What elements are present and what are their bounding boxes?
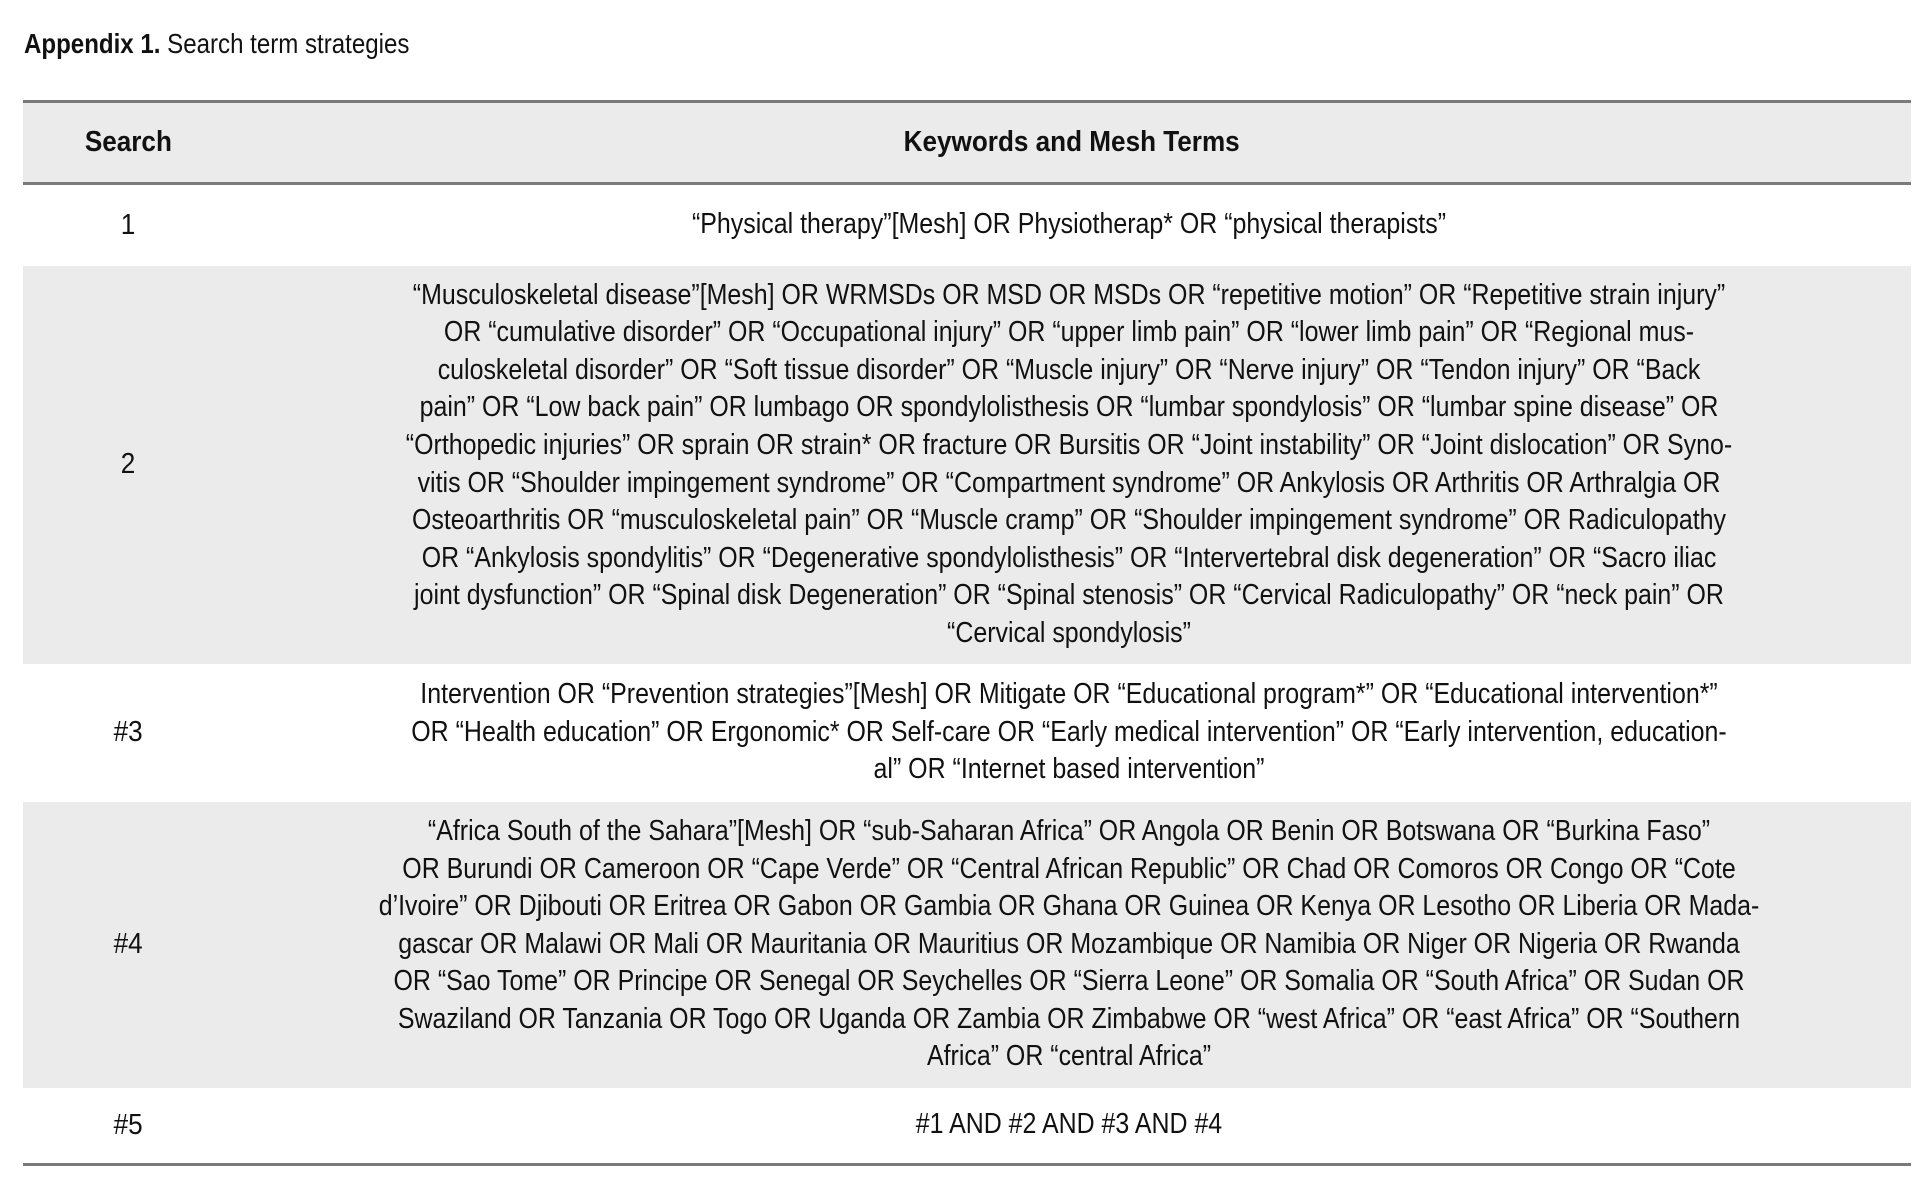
search-terms-line: d’Ivoire” OR Djibouti OR Eritrea OR Gabon OR Gambia OR Ghana OR Guinea OR Kenya OR Lesotho OR Liberia OR Mada- (378, 890, 1760, 923)
search-terms-line: “Africa South of the Sahara”[Mesh] OR “sub-Saharan Africa” OR Angola OR Benin OR Botswana OR “Burkina Faso” (427, 814, 1711, 847)
search-terms-line: culoskeletal disorder” OR “Soft tissue disorder” OR “Muscle injury” OR “Nerve injury” OR “Tendon injury” OR “Back (437, 353, 1701, 386)
search-number: #4 (113, 928, 143, 960)
search-strategy-table (23, 100, 1911, 1166)
search-terms-line: joint dysfunction” OR “Spinal disk Degeneration” OR “Spinal stenosis” OR “Cervical Radiculopathy” OR “neck pain” OR (414, 579, 1724, 612)
search-terms-line: “Physical therapy”[Mesh] OR Physiotherap* OR “physical therapists” (691, 208, 1447, 241)
search-terms-line: Swaziland OR Tanzania OR Togo OR Uganda OR Zambia OR Zimbabwe OR “west Africa” OR “east Africa” OR “Southern (397, 1002, 1741, 1035)
search-terms-line: vitis OR “Shoulder impingement syndrome” OR “Compartment syndrome” OR Ankylosis OR Arthritis OR Arthralgia OR (417, 466, 1721, 499)
search-terms-cell (233, 266, 1911, 664)
search-terms-line: #1 AND #2 AND #3 AND #4 (915, 1108, 1223, 1141)
search-terms-line: OR “Sao Tome” OR Principe OR Senegal OR Seychelles OR “Sierra Leone” OR Somalia OR “South Africa” OR Sudan OR (393, 965, 1745, 998)
search-terms-line: OR “Ankylosis spondylitis” OR “Degenerative spondylolisthesis” OR “Intervertebral disk degeneration” OR “Sacro iliac (421, 541, 1717, 574)
search-terms-line: pain” OR “Low back pain” OR lumbago OR spondylolisthesis OR “lumbar spondylosis” OR “lumbar spine disease” OR (419, 391, 1719, 424)
table-caption (24, 26, 409, 62)
search-terms-line: Africa” OR “central Africa” (926, 1040, 1212, 1073)
search-number-cell (23, 664, 233, 802)
search-terms-line: OR “cumulative disorder” OR “Occupational injury” OR “upper limb pain” OR “lower limb pain” OR “Regional mus- (443, 316, 1695, 349)
header-search-label: Search (84, 126, 172, 158)
table-row (23, 664, 1911, 802)
search-terms-line: “Orthopedic injuries” OR sprain OR strain* OR fracture OR Bursitis OR “Joint instability” OR “Joint dislocation” OR Syno- (405, 428, 1733, 461)
search-terms-cell (233, 664, 1911, 802)
caption-label: Appendix 1. (24, 28, 161, 59)
search-terms-line: Osteoarthritis OR “musculoskeletal pain” OR “Muscle cramp” OR “Shoulder impingement syndrome” OR Radiculopathy (412, 504, 1726, 537)
header-terms (233, 102, 1911, 184)
table-row (23, 184, 1911, 266)
header-search (23, 102, 233, 184)
search-terms-cell (233, 802, 1911, 1088)
search-terms-line: OR Burundi OR Cameroon OR “Cape Verde” OR “Central African Republic” OR Chad OR Comoros OR Congo OR “Cote (402, 852, 1736, 885)
table-row (23, 1088, 1911, 1165)
search-terms-line: al” OR “Internet based intervention” (873, 753, 1265, 786)
search-number-cell (23, 266, 233, 664)
table-row (23, 802, 1911, 1088)
search-number-cell (23, 1088, 233, 1165)
caption-text: Search term strategies (160, 28, 410, 59)
search-terms-cell (233, 184, 1911, 266)
search-terms-line: “Musculoskeletal disease”[Mesh] OR WRMSDs OR MSD OR MSDs OR “repetitive motion” OR “Repetitive strain injury” (412, 278, 1726, 311)
search-number: 2 (120, 448, 136, 480)
search-number: #3 (113, 716, 143, 748)
search-number-cell (23, 802, 233, 1088)
header-terms-label: Keywords and Mesh Terms (903, 126, 1241, 158)
search-terms-line: OR “Health education” OR Ergonomic* OR Self-care OR “Early medical intervention” OR “Early intervention, education- (411, 715, 1727, 748)
table-header-row (23, 102, 1911, 184)
search-number: #5 (113, 1108, 143, 1141)
search-terms-line: Intervention OR “Prevention strategies”[Mesh] OR Mitigate OR “Educational program*” OR “Educational intervention*” (420, 678, 1718, 711)
table-row (23, 266, 1911, 664)
search-number-cell (23, 184, 233, 266)
search-number: 1 (120, 208, 136, 241)
search-terms-cell (233, 1088, 1911, 1165)
search-terms-line: gascar OR Malawi OR Mali OR Mauritania OR Mauritius OR Mozambique OR Namibia OR Niger OR Nigeria OR Rwanda (398, 927, 1740, 960)
search-terms-line: “Cervical spondylosis” (947, 616, 1191, 649)
